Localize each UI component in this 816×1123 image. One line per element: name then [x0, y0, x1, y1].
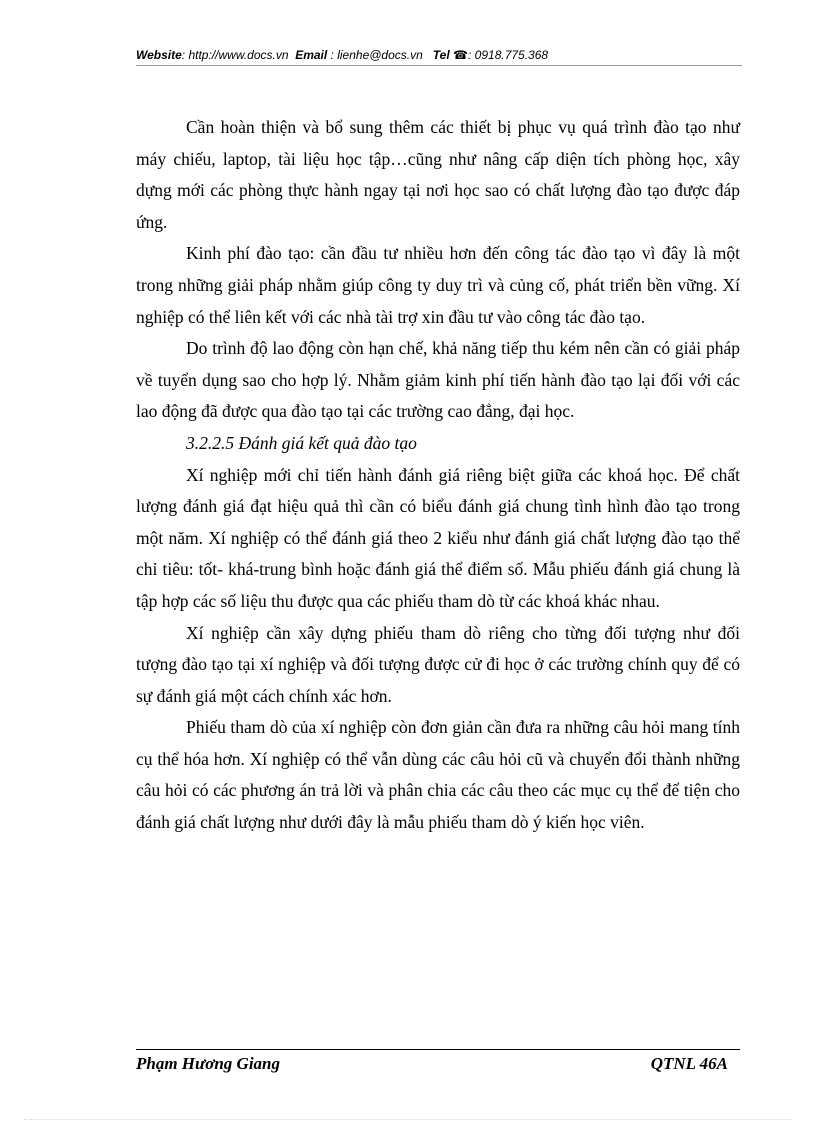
section-heading: 3.2.2.5 Đánh giá kết quả đào tạo: [186, 432, 417, 453]
page-footer: [136, 1054, 728, 1074]
website-label: Website: [136, 48, 182, 62]
email-value: : lienhe@docs.vn: [330, 48, 423, 62]
paragraph: Xí nghiệp mới chỉ tiến hành đánh giá riêng biệt giữa các khoá học. Để chất lượng đánh giá đạt hiệu quả thì cần có biểu đánh giá chung tình hình đào tạo trong một năm. Xí nghiệp có thể đánh giá theo 2 kiểu như đánh giá chất lượng đào tạo thể chỉ tiêu: tốt- khá-trung bình hoặc đánh giá thể điểm số. Mẫu phiếu đánh giá chung là tập hợp các số liệu thu được qua các phiếu tham dò từ các khoá khác nhau.: [136, 464, 740, 611]
paragraph: Kinh phí đào tạo: cần đầu tư nhiều hơn đến công tác đào tạo vì đây là một trong những giải pháp nhằm giúp công ty duy trì và củng cố, phát triển bền vững. Xí nghiệp có thể liên kết với các nhà tài trợ xin đầu tư vào công tác đào tạo.: [136, 243, 740, 327]
tel-value: : 0918.775.368: [468, 48, 549, 62]
footer-author: Phạm Hương Giang: [136, 1054, 281, 1073]
footer-class: QTNL 46A: [650, 1054, 728, 1073]
paragraph: Do trình độ lao động còn hạn chế, khả năng tiếp thu kém nên cần có giải pháp về tuyển dụng sao cho hợp lý. Nhằm giảm kinh phí tiến hành đào tạo lại đối với các lao động đã được qua đào tạo tại các trường cao đẳng, đại học.: [136, 338, 740, 422]
paragraph: Phiếu tham dò của xí nghiệp còn đơn giản cần đưa ra những câu hỏi mang tính cụ thể hóa hơn. Xí nghiệp có thể vẫn dùng các câu hỏi cũ và chuyển đổi thành những câu hỏi có các phương án trả lời và phân chia các câu theo các mục cụ thể để tiện cho đánh giá chất lượng như dưới đây là mẫu phiếu tham dò ý kiến học viên.: [136, 717, 740, 833]
website-value: : http://www.docs.vn: [181, 48, 289, 62]
paragraph: Xí nghiệp cần xây dựng phiếu tham dò riêng cho từng đối tượng như đối tượng đào tạo tại xí nghiệp và đối tượng được cử đi học ở các trường chính quy để có sự đánh giá một cách chính xác hơn.: [136, 622, 740, 706]
page-header: [136, 48, 742, 66]
paragraph: Cần hoàn thiện và bổ sung thêm các thiết bị phục vụ quá trình đào tạo như máy chiếu, laptop, tài liệu học tập…cũng như nâng cấp diện tích phòng học, xây dựng mới các phòng thực hành ngay tại nơi học sao có chất lượng đào tạo được đáp ứng.: [136, 117, 740, 232]
phone-icon: ☎: [453, 48, 468, 62]
email-label: Email: [295, 48, 328, 62]
document-body: [136, 112, 740, 839]
page-edge: [24, 1119, 792, 1120]
footer-divider: [136, 1049, 740, 1050]
tel-label: Tel: [432, 48, 450, 62]
